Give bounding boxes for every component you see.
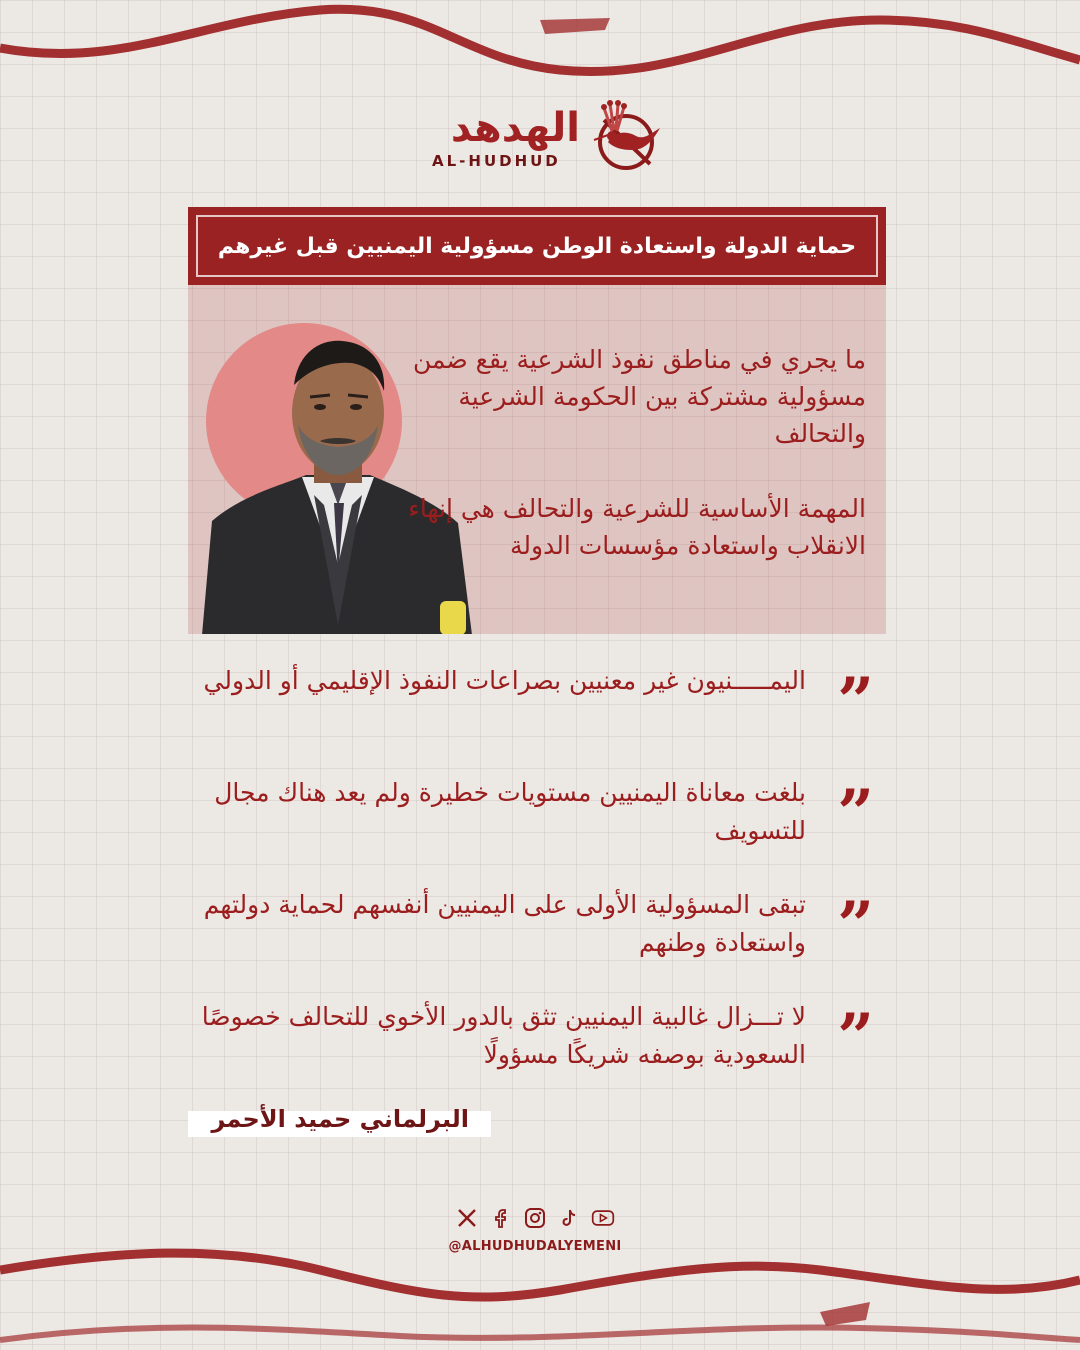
brand-logo — [430, 98, 670, 180]
x-icon[interactable] — [455, 1206, 479, 1230]
youtube-icon[interactable] — [591, 1206, 615, 1230]
statement-one: ما يجري في مناطق نفوذ الشرعية يقع ضمن مسؤولية مشتركة بين الحكومة الشرعية والتحالف — [413, 345, 866, 448]
speaker-name: البرلماني حميد الأحمر — [211, 1105, 469, 1133]
tiktok-icon[interactable] — [557, 1206, 581, 1230]
logo-arabic-wordmark: الهدهد — [450, 105, 580, 151]
quote-item — [200, 886, 880, 966]
statement-two: المهمة الأساسية للشرعية والتحالف هي إنهاء الانقلاب واستعادة مؤسسات الدولة — [408, 494, 866, 560]
quote-item — [200, 998, 880, 1078]
instagram-icon[interactable] — [523, 1206, 547, 1230]
quote-text: تبقى المسؤولية الأولى على اليمنيين أنفسهم لحماية دولتهم واستعادة وطنهم — [203, 890, 806, 957]
statement-panel — [188, 285, 886, 634]
headline-frame — [196, 215, 878, 277]
quote-item — [200, 774, 880, 854]
quote-mark-icon: ” — [837, 1000, 874, 1075]
logo-latin-wordmark: AL-HUDHUD — [432, 152, 561, 170]
headline-banner — [188, 207, 886, 285]
headline-text: حماية الدولة واستعادة الوطن مسؤولية اليمنيين قبل غيرهم — [217, 233, 857, 259]
quote-text: لا تـــزال غالبية اليمنيين تثق بالدور الأخوي للتحالف خصوصًا السعودية بوصفه شريكًا مسؤولًا — [201, 1002, 806, 1069]
quote-mark-icon: ” — [837, 664, 874, 739]
quote-mark-icon: ” — [837, 776, 874, 851]
facebook-icon[interactable] — [489, 1206, 513, 1230]
hoopoe-bird-icon — [590, 98, 666, 178]
speaker-label — [188, 1105, 491, 1137]
social-links — [455, 1204, 615, 1232]
quote-text: اليمـــــنيون غير معنيين بصراعات النفوذ الإقليمي أو الدولي — [203, 666, 806, 695]
quote-item — [200, 662, 880, 742]
bottom-wave-decoration — [0, 1240, 1080, 1350]
quote-mark-icon: ” — [837, 888, 874, 963]
quote-text: بلغت معاناة اليمنيين مستويات خطيرة ولم يعد هناك مجال للتسويف — [214, 778, 806, 845]
social-handle[interactable]: @ALHUDHUDALYEMENI — [448, 1239, 622, 1254]
